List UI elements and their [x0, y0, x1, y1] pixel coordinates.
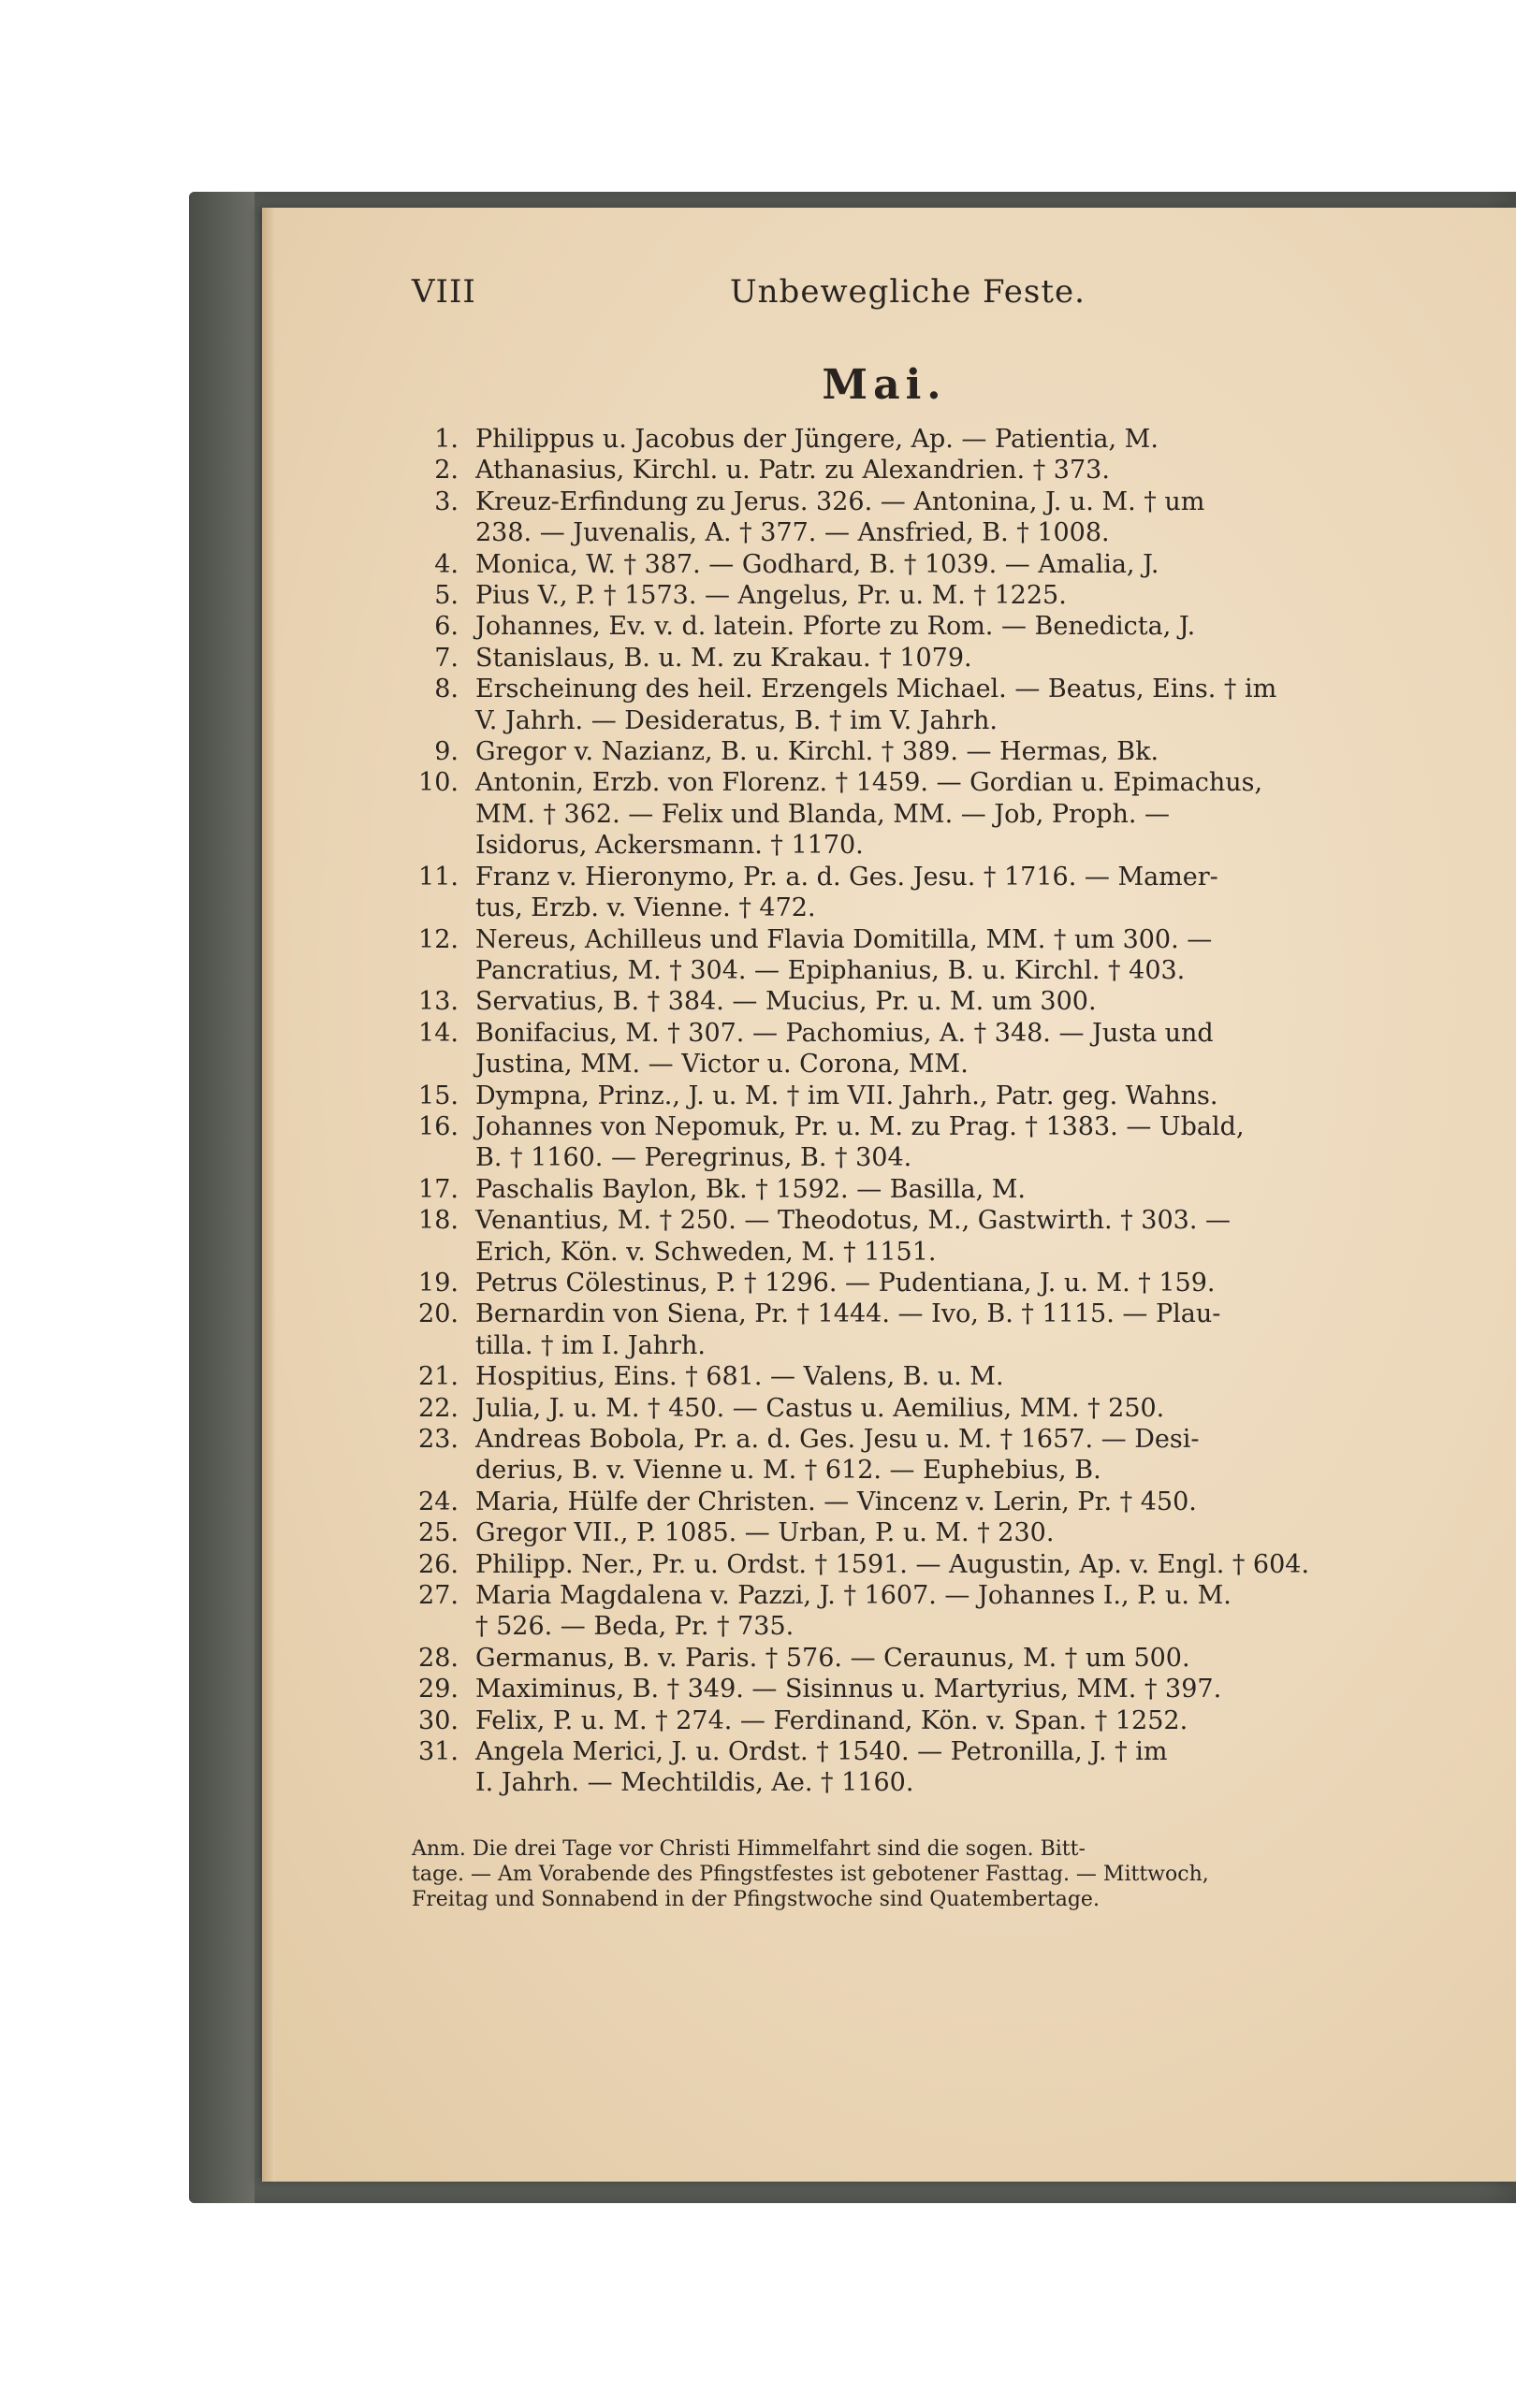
list-item — [412, 862, 1357, 924]
entry-line: Justina, MM. — Victor u. Corona, MM. — [475, 1050, 969, 1080]
list-item — [412, 580, 1357, 611]
entry-line: Bernardin von Siena, Pr. † 1444. — Ivo, B. † 1115. — Plau- — [475, 1299, 1221, 1329]
entry-line: Hospitius, Eins. † 681. — Valens, B. u. M. — [475, 1362, 1004, 1392]
entry-line: Erscheinung des heil. Erzengels Michael. — Beatus, Eins. † im — [475, 675, 1277, 704]
list-item — [412, 736, 1357, 767]
list-item — [412, 986, 1357, 1017]
entry-text — [475, 1674, 1357, 1704]
page-content — [412, 273, 1357, 1912]
list-item — [412, 674, 1357, 736]
day-number: 10. — [418, 768, 459, 798]
entry-line: Stanislaus, B. u. M. zu Krakau. † 1079. — [475, 643, 972, 673]
entry-text — [475, 643, 1357, 674]
list-item — [412, 1268, 1357, 1298]
entry-line: I. Jahrh. — Mechtildis, Ae. † 1160. — [475, 1768, 914, 1798]
list-item — [412, 549, 1357, 580]
entry-line: Maria Magdalena v. Pazzi, J. † 1607. — Johannes I., P. u. M. — [475, 1581, 1232, 1611]
day-number: 23. — [418, 1425, 459, 1454]
entry-text — [475, 736, 1357, 767]
entry-text — [475, 424, 1357, 455]
entry-text — [475, 862, 1357, 924]
entry-line: Felix, P. u. M. † 274. — Ferdinand, Kön. v. Span. † 1252. — [475, 1705, 1188, 1735]
list-item — [412, 1018, 1357, 1081]
list-item — [412, 1736, 1357, 1799]
entry-line: Antonin, Erzb. von Florenz. † 1459. — Gordian u. Epimachus, — [475, 768, 1263, 798]
book-spine — [189, 192, 255, 2203]
day-number: 5. — [434, 581, 459, 611]
list-item — [412, 424, 1357, 455]
list-item — [412, 1298, 1357, 1361]
entry-line: B. † 1160. — Peregrinus, B. † 304. — [475, 1143, 912, 1173]
entry-text — [475, 455, 1357, 486]
entry-line: Erich, Kön. v. Schweden, M. † 1151. — [475, 1237, 937, 1267]
entry-text — [475, 1361, 1357, 1392]
day-number: 7. — [434, 643, 459, 673]
entry-text — [475, 1424, 1357, 1487]
day-number: 4. — [434, 549, 459, 579]
entry-line: Bonifacius, M. † 307. — Pachomius, A. † 348. — Justa und — [475, 1018, 1214, 1048]
list-item — [412, 455, 1357, 486]
entry-line: derius, B. v. Vienne u. M. † 612. — Euphebius, B. — [475, 1456, 1101, 1486]
day-number: 11. — [418, 862, 459, 892]
day-number: 8. — [434, 675, 459, 704]
entry-text — [475, 1580, 1357, 1643]
list-item — [412, 1081, 1357, 1111]
day-number: 30. — [418, 1705, 459, 1735]
list-item — [412, 1705, 1357, 1736]
page-header — [412, 273, 1357, 324]
day-number: 26. — [418, 1549, 459, 1579]
footnote-line: Freitag und Sonnabend in der Pfingstwoche sind Quatembertage. — [412, 1887, 1100, 1911]
entry-text — [475, 1081, 1357, 1111]
entry-text — [475, 549, 1357, 580]
footnote-line: tage. — Am Vorabende des Pfingstfestes ist gebotener Fasttag. — Mittwoch, — [412, 1862, 1209, 1886]
day-number: 21. — [418, 1362, 459, 1392]
entry-text — [475, 611, 1357, 642]
list-item — [412, 1205, 1357, 1268]
entry-line: Philippus u. Jacobus der Jüngere, Ap. — Patientia, M. — [475, 425, 1159, 454]
entry-line: Pius V., P. † 1573. — Angelus, Pr. u. M. † 1225. — [475, 581, 1067, 611]
list-item — [412, 1674, 1357, 1704]
day-number: 24. — [418, 1487, 459, 1516]
entry-line: Pancratius, M. † 304. — Epiphanius, B. u. Kirchl. † 403. — [475, 955, 1186, 985]
entry-line: Franz v. Hieronymo, Pr. a. d. Ges. Jesu. † 1716. — Mamer- — [475, 862, 1218, 892]
list-item — [412, 1549, 1357, 1580]
entry-text — [475, 924, 1357, 987]
day-number: 28. — [418, 1643, 459, 1673]
day-number: 6. — [434, 612, 459, 642]
entry-line: Petrus Cölestinus, P. † 1296. — Pudentiana, J. u. M. † 159. — [475, 1268, 1216, 1298]
entry-line: Gregor VII., P. 1085. — Urban, P. u. M. † 230. — [475, 1518, 1055, 1548]
list-item — [412, 611, 1357, 642]
entry-line: Maria, Hülfe der Christen. — Vincenz v. Lerin, Pr. † 450. — [475, 1487, 1197, 1516]
entry-text — [475, 1487, 1357, 1517]
entry-text — [475, 1736, 1357, 1799]
day-number: 18. — [418, 1206, 459, 1236]
list-item — [412, 486, 1357, 549]
list-item — [412, 643, 1357, 674]
day-number: 22. — [418, 1393, 459, 1423]
entry-text — [475, 1549, 1357, 1580]
entry-text — [475, 1111, 1357, 1174]
month-heading: Mai. — [822, 361, 947, 409]
day-number: 20. — [418, 1299, 459, 1329]
entry-text — [475, 1018, 1357, 1081]
list-item — [412, 1424, 1357, 1487]
entry-text — [475, 1517, 1357, 1548]
entry-line: Andreas Bobola, Pr. a. d. Ges. Jesu u. M. † 1657. — Desi- — [475, 1425, 1200, 1454]
entry-text — [475, 986, 1357, 1017]
list-item — [412, 1517, 1357, 1548]
entry-line: Servatius, B. † 384. — Mucius, Pr. u. M. um 300. — [475, 987, 1097, 1017]
entry-line: tilla. † im I. Jahrh. — [475, 1330, 706, 1360]
day-number: 29. — [418, 1675, 459, 1704]
day-number: 3. — [434, 486, 459, 516]
entry-line: Germanus, B. v. Paris. † 576. — Ceraunus, M. † um 500. — [475, 1643, 1190, 1673]
list-item — [412, 1174, 1357, 1205]
book-page — [262, 208, 1516, 2182]
day-number: 17. — [418, 1174, 459, 1204]
entry-line: Kreuz-Erfindung zu Jerus. 326. — Antonina, J. u. M. † um — [475, 486, 1205, 516]
entry-line: V. Jahrh. — Desideratus, B. † im V. Jahrh. — [475, 705, 998, 735]
entry-text — [475, 486, 1357, 549]
entry-line: Isidorus, Ackersmann. † 1170. — [475, 831, 864, 861]
list-item — [412, 1580, 1357, 1643]
page-edge — [262, 208, 275, 2182]
entry-line: † 526. — Beda, Pr. † 735. — [475, 1612, 794, 1642]
entry-line: Monica, W. † 387. — Godhard, B. † 1039. — Amalia, J. — [475, 549, 1159, 579]
entry-line: MM. † 362. — Felix und Blanda, MM. — Job, Proph. — — [475, 799, 1171, 829]
page-number: VIII — [412, 273, 476, 311]
entry-line: Venantius, M. † 250. — Theodotus, M., Gastwirth. † 303. — — [475, 1206, 1231, 1236]
day-number: 27. — [418, 1581, 459, 1611]
footnote — [412, 1836, 1357, 1912]
list-item — [412, 1643, 1357, 1674]
entry-text — [475, 580, 1357, 611]
list-item — [412, 1393, 1357, 1424]
day-number: 14. — [418, 1018, 459, 1048]
day-number: 12. — [418, 924, 459, 954]
saints-list — [412, 424, 1357, 1799]
list-item — [412, 767, 1357, 861]
day-number: 9. — [434, 737, 459, 767]
entry-text — [475, 1705, 1357, 1736]
day-number: 31. — [418, 1737, 459, 1767]
list-item — [412, 924, 1357, 987]
entry-line: Johannes von Nepomuk, Pr. u. M. zu Prag. † 1383. — Ubald, — [475, 1111, 1245, 1141]
day-number: 2. — [434, 456, 459, 486]
entry-line: Maximinus, B. † 349. — Sisinnus u. Martyrius, MM. † 397. — [475, 1675, 1222, 1704]
entry-line: Johannes, Ev. v. d. latein. Pforte zu Rom. — Benedicta, J. — [475, 612, 1196, 642]
entry-line: Paschalis Baylon, Bk. † 1592. — Basilla, M. — [475, 1174, 1026, 1204]
running-title: Unbewegliche Feste. — [730, 273, 1086, 311]
entry-line: Julia, J. u. M. † 450. — Castus u. Aemilius, MM. † 250. — [475, 1393, 1165, 1423]
entry-line: Nereus, Achilleus und Flavia Domitilla, MM. † um 300. — — [475, 924, 1213, 954]
entry-line: Gregor v. Nazianz, B. u. Kirchl. † 389. — Hermas, Bk. — [475, 737, 1159, 767]
entry-line: Dympna, Prinz., J. u. M. † im VII. Jahrh., Patr. geg. Wahns. — [475, 1081, 1218, 1110]
entry-text — [475, 1393, 1357, 1424]
entry-text — [475, 1174, 1357, 1205]
day-number: 19. — [418, 1268, 459, 1298]
day-number: 1. — [434, 425, 459, 454]
entry-text — [475, 1298, 1357, 1361]
day-number: 15. — [418, 1081, 459, 1110]
entry-text — [475, 674, 1357, 736]
footnote-line: Anm. Die drei Tage vor Christi Himmelfahrt sind die sogen. Bitt- — [412, 1836, 1086, 1861]
list-item — [412, 1487, 1357, 1517]
day-number: 16. — [418, 1111, 459, 1141]
entry-text — [475, 1643, 1357, 1674]
day-number: 13. — [418, 987, 459, 1017]
day-number: 25. — [418, 1518, 459, 1548]
list-item — [412, 1361, 1357, 1392]
entry-text — [475, 1205, 1357, 1268]
entry-text — [475, 1268, 1357, 1298]
entry-line: tus, Erzb. v. Vienne. † 472. — [475, 893, 816, 923]
entry-line: Angela Merici, J. u. Ordst. † 1540. — Petronilla, J. † im — [475, 1737, 1168, 1767]
entry-line: Athanasius, Kirchl. u. Patr. zu Alexandrien. † 373. — [475, 456, 1110, 486]
list-item — [412, 1111, 1357, 1174]
entry-text — [475, 767, 1357, 861]
entry-line: 238. — Juvenalis, A. † 377. — Ansfried, B. † 1008. — [475, 518, 1110, 548]
entry-line: Philipp. Ner., Pr. u. Ordst. † 1591. — Augustin, Ap. v. Engl. † 604. — [475, 1549, 1310, 1579]
